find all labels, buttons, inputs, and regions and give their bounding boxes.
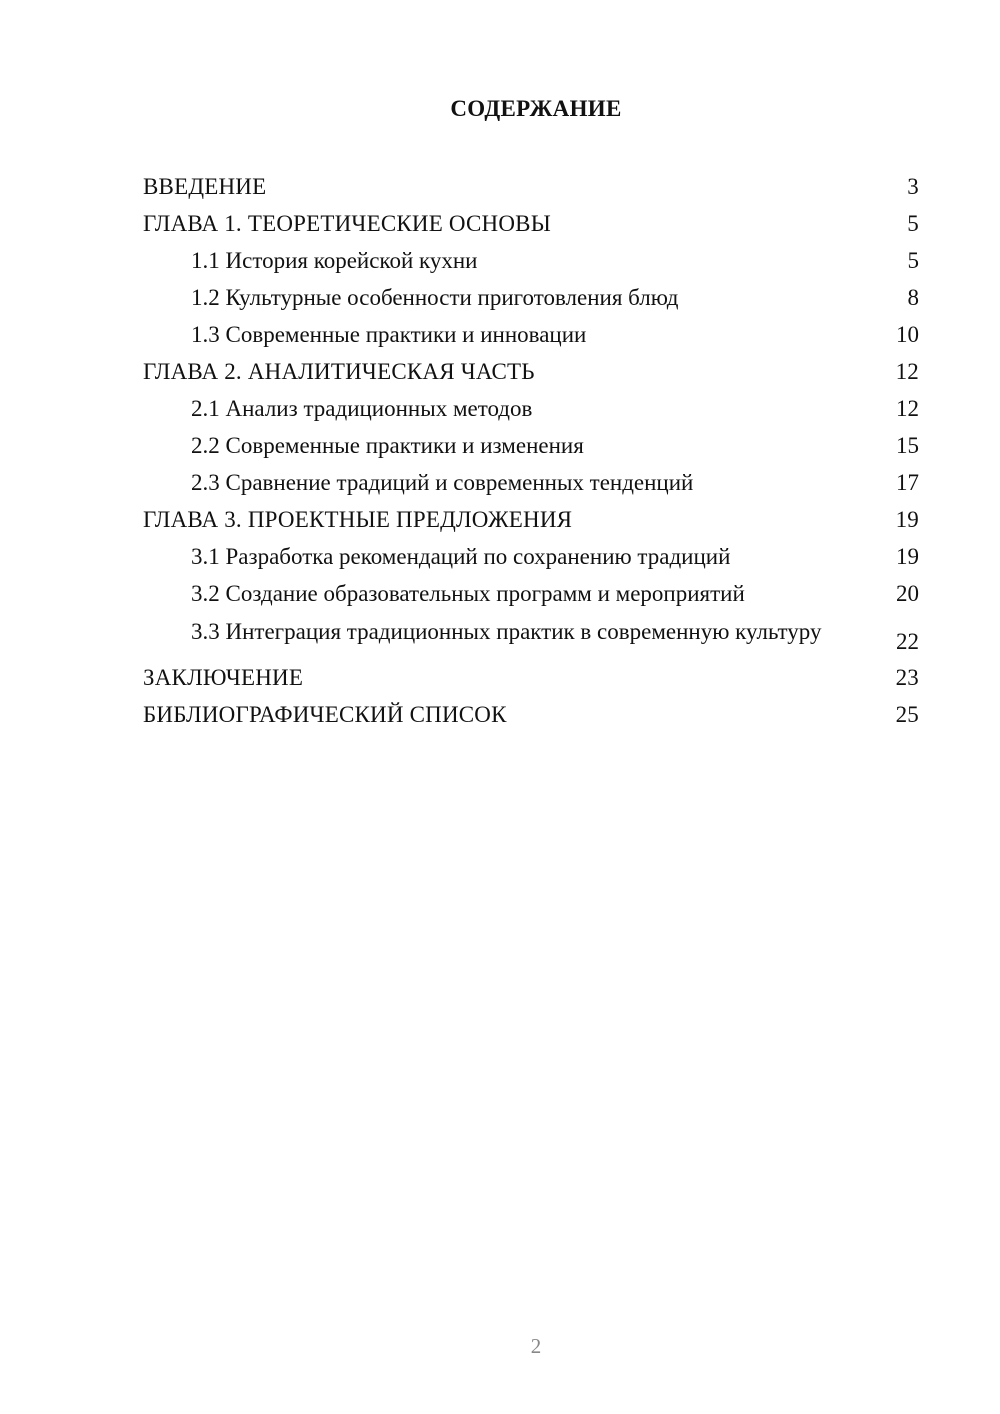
toc-entry-bibliography[interactable] [143, 696, 919, 733]
toc-entry-section-2-3[interactable] [143, 464, 919, 501]
toc-entry-section-1-2[interactable] [143, 279, 919, 316]
toc-entry-label: 2.1 Анализ традиционных методов [191, 396, 533, 421]
toc-entry-section-3-3[interactable] [143, 612, 919, 659]
toc-entry-page: 19 [896, 544, 919, 569]
toc-entry-chapter-1[interactable] [143, 205, 919, 242]
toc-entry-page: 19 [895, 507, 919, 532]
toc-entry-label: БИБЛИОГРАФИЧЕСКИЙ СПИСОК [143, 702, 507, 727]
toc-entry-introduction[interactable] [143, 168, 919, 205]
toc-entry-page: 5 [907, 248, 919, 273]
toc-entry-section-2-2[interactable] [143, 427, 919, 464]
toc-entry-page: 3 [907, 174, 919, 199]
toc-entry-chapter-3[interactable] [143, 501, 919, 538]
page-title: СОДЕРЖАНИЕ [450, 96, 622, 121]
table-of-contents [143, 168, 919, 733]
toc-entry-page: 5 [907, 211, 919, 236]
toc-entry-label: 2.2 Современные практики и изменения [191, 433, 584, 458]
toc-entry-label: 3.1 Разработка рекомендаций по сохранению традиций [191, 544, 731, 569]
toc-entry-label: 1.1 История корейской кухни [191, 248, 478, 273]
toc-entry-label: ГЛАВА 3. ПРОЕКТНЫЕ ПРЕДЛОЖЕНИЯ [143, 507, 573, 532]
toc-entry-label: 3.2 Создание образовательных программ и мероприятий [191, 581, 745, 606]
toc-entry-label: 1.3 Современные практики и инновации [191, 322, 587, 347]
toc-entry-page: 10 [896, 322, 919, 347]
toc-entry-page: 17 [896, 470, 919, 495]
toc-entry-section-1-3[interactable] [143, 316, 919, 353]
toc-entry-page: 8 [907, 285, 919, 310]
toc-entry-label: ГЛАВА 2. АНАЛИТИЧЕСКАЯ ЧАСТЬ [143, 359, 535, 384]
toc-entry-label: 2.3 Сравнение традиций и современных тенденций [191, 470, 694, 495]
toc-entry-section-3-2[interactable] [143, 575, 919, 612]
toc-entry-label: ГЛАВА 1. ТЕОРЕТИЧЕСКИЕ ОСНОВЫ [143, 211, 551, 236]
page-number: 2 [530, 1334, 542, 1358]
toc-entry-page: 22 [896, 629, 919, 654]
toc-entry-page: 23 [895, 665, 919, 690]
toc-entry-conclusion[interactable] [143, 659, 919, 696]
toc-entry-page: 15 [896, 433, 919, 458]
toc-entry-label: 1.2 Культурные особенности приготовления блюд [191, 285, 679, 310]
toc-entry-chapter-2[interactable] [143, 353, 919, 390]
toc-entry-label: ЗАКЛЮЧЕНИЕ [143, 665, 304, 690]
toc-entry-page: 12 [896, 396, 919, 421]
toc-entry-page: 25 [895, 702, 919, 727]
toc-entry-section-1-1[interactable] [143, 242, 919, 279]
toc-entry-page: 20 [896, 581, 919, 606]
toc-entry-label: ВВЕДЕНИЕ [143, 174, 267, 199]
toc-entry-section-2-1[interactable] [143, 390, 919, 427]
toc-entry-section-3-1[interactable] [143, 538, 919, 575]
toc-entry-page: 12 [895, 359, 919, 384]
toc-entry-label: 3.3 Интеграция традиционных практик в современную культуру [191, 619, 822, 644]
